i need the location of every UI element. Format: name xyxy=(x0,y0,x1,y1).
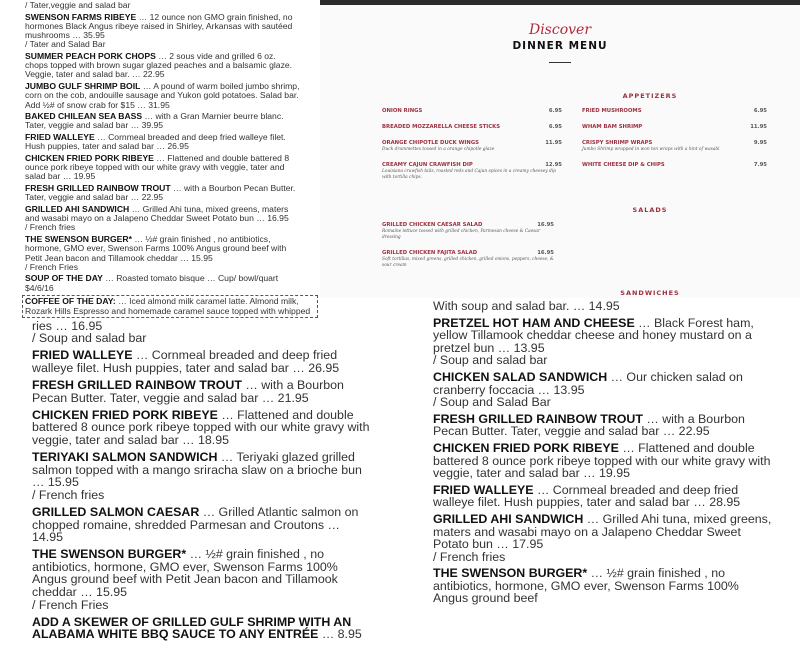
item-side: / French Fries xyxy=(32,597,109,612)
item-side: / Tater and Salad Bar xyxy=(25,39,106,50)
entry-price: 16.95 xyxy=(537,250,554,256)
sandwiches-heading: SANDWICHES xyxy=(620,289,680,297)
item-name: ADD A SKEWER OF GRILLED GULF SHRIMP WITH AN ALABAMA WHITE BBQ SAUCE TO ANY ENTRÉE xyxy=(32,614,352,642)
menu-entry xyxy=(582,162,767,169)
entry-price: 7.95 xyxy=(753,162,767,168)
salads-list xyxy=(382,222,554,278)
menu-entry xyxy=(382,222,554,241)
entry-desc: Soft tortillas, mixed greens, grilled chicken, grilled onions, peppers, cheese, & sour cream xyxy=(382,257,554,268)
item-name: GRILLED AHI SANDWICH xyxy=(25,204,130,215)
entry-price: 16.95 xyxy=(537,222,554,228)
entry-desc: Romaine lettuce tossed with grilled chicken, Parmesan cheese & Caesar dressing xyxy=(382,229,541,240)
item-side: / French fries xyxy=(25,222,76,233)
item-desc: … A pound of warm boiled jumbo shrimp, corn on the cob, andouille sausage and Yukon gold potatoes. Salad bar. Add ½# of snow crab for $15 … 31.95 xyxy=(25,81,300,110)
item-desc: … Cornmeal breaded and deep fried walleye filet. Hush puppies, tater and salad bar … 28.95 xyxy=(433,482,741,510)
appetizers-grid xyxy=(382,108,767,190)
item-desc: … ½# grain finished , no antibiotics, hormone, GMO ever, Swenson Farms 100% Angus ground beef with Petit Jean bacon and Tillamook cheddar … 15.95 xyxy=(32,547,338,600)
menu-item xyxy=(25,112,300,130)
item-desc: … 12 ounce non GMO grain finished, no hormones Black Angus ribeye raised in Shirley, Arkansas with sautéed mushrooms … 35.95 xyxy=(25,11,293,41)
item-side: / French fries xyxy=(433,549,506,564)
item-name: SUMMER PEACH PORK CHOPS xyxy=(25,51,156,62)
entry-desc: Jumbo Shrimp wrapped in won ton wraps with a hint of wasabi xyxy=(582,147,720,152)
entry-price: 11.95 xyxy=(545,140,562,146)
item-name: THE SWENSON BURGER* xyxy=(25,234,132,245)
item-name: CHICKEN FRIED PORK RIBEYE xyxy=(32,407,218,422)
item-name: FRIED WALLEYE xyxy=(433,482,534,497)
entry-name: ORANGE CHIPOTLE DUCK WINGS xyxy=(382,140,479,146)
salads-heading: SALADS xyxy=(632,206,668,214)
item-desc: … with a Bourbon Pecan Butter. Tater, veggie and salad bar … 21.95 xyxy=(32,378,344,405)
appetizers-heading: APPETIZERS xyxy=(622,92,678,100)
coffee-of-the-day-box[interactable] xyxy=(22,295,318,317)
menu-item xyxy=(433,413,773,438)
item-name: CHICKEN SALAD SANDWICH xyxy=(433,369,608,384)
menu-entry xyxy=(582,124,767,131)
item-side: / Soup and salad bar xyxy=(433,353,548,368)
menu-entry xyxy=(582,140,767,153)
item-name: CHICKEN FRIED PORK RIBEYE xyxy=(25,153,154,164)
menu-item xyxy=(25,235,300,272)
item-desc: … Teriyaki glazed grilled salmon topped with a mango sriracha slaw on a brioche bun … 15.95 xyxy=(32,450,362,490)
item-name: BAKED CHILEAN SEA BASS xyxy=(25,111,143,122)
entry-desc: Duck drummettes tossed in a orange chipotle glaze xyxy=(382,147,495,152)
entry-price: 6.95 xyxy=(548,108,562,114)
menu-entry xyxy=(382,140,562,153)
item-desc: … ½# grain finished , no antibiotics, hormone, GMO ever, Swenson Farms 100% Angus ground beef xyxy=(433,566,739,606)
item-name: FRIED WALLEYE xyxy=(32,348,133,363)
coffee-desc: … Iced almond milk caramel latte. Almond milk, Rozark Hills Espresso and homemade caramel sauce topped with whipped xyxy=(25,296,311,316)
menu-item xyxy=(32,349,372,374)
item-side: / French Fries xyxy=(25,261,79,272)
item-desc: … Cornmeal breaded and deep fried walleye filet. Hush puppies, tater and salad bar … 26.95 xyxy=(25,132,286,152)
item-desc: … Black Forest ham, yellow Tillamook cheddar cheese and honey mustard on a pretzel bun … 13.95 xyxy=(433,315,754,355)
item-desc: … ½# grain finished , no antibiotics, hormone, GMO ever, Swenson Farms 100% Angus ground beef with Petit Jean bacon and Tillamook cheddar … 15.95 xyxy=(25,234,287,263)
item-name: THE SWENSON BURGER* xyxy=(433,566,588,581)
menu-item xyxy=(433,371,773,409)
item-name: FRESH GRILLED RAINBOW TROUT xyxy=(433,411,643,426)
menu-item xyxy=(25,133,300,151)
item-name: SWENSON FARMS RIBEYE xyxy=(25,11,137,22)
menu-entry xyxy=(382,108,562,115)
entry-name: CREAMY CAJUN CRAWFISH DIP xyxy=(382,162,473,168)
menu-entry xyxy=(582,108,767,115)
menu-item xyxy=(25,205,300,233)
item-name: PRETZEL HOT HAM AND CHEESE xyxy=(433,315,635,330)
script-title: Discover xyxy=(528,22,592,38)
entry-price: 12.95 xyxy=(545,162,562,168)
item-name: FRESH GRILLED RAINBOW TROUT xyxy=(32,378,242,393)
menu-item-list xyxy=(25,13,320,293)
item-desc: … Roasted tomato bisque … Cup/ bowl/quart $4/6/16 xyxy=(25,273,279,293)
item-name: THE SWENSON BURGER* xyxy=(32,547,187,562)
entry-desc: Louisiana crawfish tails, roasted reds and Cajun spices in a creamy cheesey dip with tortilla chips. xyxy=(382,169,556,180)
entry-price: 9.95 xyxy=(753,140,767,146)
item-side: / Soup and Salad Bar xyxy=(433,395,551,410)
item-desc: … Flattened and double battered 8 ounce pork ribeye topped with our white gravy with veggie, tater and salad bar … 18.95 xyxy=(32,407,370,448)
header-strip xyxy=(320,0,800,5)
item-desc: … with a Gran Marnier beurre blanc. Tater, veggie and salad bar … 39.95 xyxy=(25,111,284,131)
menu-item xyxy=(433,513,773,563)
divider-arrow-icon xyxy=(549,62,571,63)
menu-item xyxy=(32,548,372,611)
partial-line: With soup and salad bar. … 14.95 xyxy=(433,299,620,313)
item-desc: … 8.95 xyxy=(318,627,362,642)
entry-name: WHAM BAM SHRIMP xyxy=(582,124,643,130)
menu-entry xyxy=(382,124,562,131)
menu-item xyxy=(433,442,773,480)
coffee-title: COFFEE OF THE DAY: xyxy=(25,296,116,307)
menu-item xyxy=(25,13,300,50)
item-desc: … with a Bourbon Pecan Butter. Tater, veggie and salad bar … 22.95 xyxy=(433,411,745,439)
dinner-menu-image xyxy=(320,0,800,298)
entry-price: 6.95 xyxy=(753,108,767,114)
partial-line: ries … 16.95 xyxy=(32,318,103,333)
item-name: CHICKEN FRIED PORK RIBEYE xyxy=(433,440,619,455)
entry-name: CRISPY SHRIMP WRAPS xyxy=(582,140,653,146)
entry-name: GRILLED CHICKEN FAJITA SALAD xyxy=(382,250,478,256)
menu-title: DINNER MENU xyxy=(512,40,608,52)
entry-price: 11.95 xyxy=(750,124,767,130)
entry-name: ONION RINGS xyxy=(382,108,423,114)
menu-item xyxy=(25,154,300,182)
item-name: JUMBO GULF SHRIMP BOIL xyxy=(25,81,141,92)
entry-name: WHITE CHEESE DIP & CHIPS xyxy=(582,162,665,168)
item-name: GRILLED SALMON CAESAR xyxy=(32,505,200,520)
menu-item xyxy=(433,567,773,605)
menu-item xyxy=(25,274,300,292)
partial-extra: / Soup and salad bar xyxy=(32,331,147,346)
item-name: FRESH GRILLED RAINBOW TROUT xyxy=(25,183,171,194)
item-name: SOUP OF THE DAY xyxy=(25,273,103,284)
menu-text-panel-top-left xyxy=(0,0,320,318)
menu-item xyxy=(25,52,300,80)
item-name: TERIYAKI SALMON SANDWICH xyxy=(32,450,218,465)
menu-item xyxy=(25,82,300,110)
entry-name: BREADED MOZZARELLA CHEESE STICKS xyxy=(382,124,501,130)
entry-name: GRILLED CHICKEN CAESAR SALAD xyxy=(382,222,483,228)
menu-entry xyxy=(382,162,562,181)
item-desc: … Grilled Atlantic salmon on chopped romaine, shredded Parmesan and Croutons … 14.95 xyxy=(32,505,359,545)
item-desc: … Flattened and double battered 8 ounce pork ribeye topped with our white gravy with veggie, tater and salad bar … 19.95 xyxy=(25,153,290,182)
menu-item xyxy=(433,484,773,509)
item-name: FRIED WALLEYE xyxy=(25,132,95,143)
menu-item xyxy=(32,451,372,501)
menu-item xyxy=(433,317,773,367)
menu-item xyxy=(32,379,372,404)
item-side: / French fries xyxy=(32,487,105,502)
menu-item xyxy=(25,184,300,202)
menu-text-panel-bottom-left xyxy=(32,320,372,641)
item-name: GRILLED AHI SANDWICH xyxy=(433,511,584,526)
item-desc: … 2 sous vide and grilled 6 oz. chops topped with brown sugar glazed peaches and a balsamic glaze. Veggie, tater and salad bar. … 22.95 xyxy=(25,51,293,80)
menu-text-panel-bottom-right xyxy=(433,300,773,609)
item-desc: … Our chicken salad on cranberry foccacia … 13.95 xyxy=(433,369,743,397)
partial-line: / Tater,veggie and salad bar xyxy=(25,0,131,10)
entry-name: FRIED MUSHROOMS xyxy=(582,108,642,114)
menu-item xyxy=(32,506,372,544)
item-desc: … with a Bourbon Pecan Butter. Tater, veggie and salad bar … 22.95 xyxy=(25,183,296,203)
menu-entry xyxy=(382,250,554,269)
item-desc: … Flattened and double battered 8 ounce pork ribeye topped with our white gravy with veggie, tater and salad bar … 19.95 xyxy=(433,440,771,481)
menu-item xyxy=(32,409,372,447)
entry-price: 6.95 xyxy=(548,124,562,130)
item-desc: … Cornmeal breaded and deep fried walleye filet. Hush puppies, tater and salad bar … 26.95 xyxy=(32,348,340,376)
menu-item xyxy=(32,616,372,641)
item-desc: … Grilled Ahi tuna, mixed greens, maters and wasabi mayo on a Jalapeno Cheddar Sweet Potato bun … 16.95 xyxy=(25,204,289,224)
item-desc: … Grilled Ahi tuna, mixed greens, maters and wasabi mayo on a Jalapeno Cheddar Sweet Potato bun … 17.95 xyxy=(433,511,772,552)
